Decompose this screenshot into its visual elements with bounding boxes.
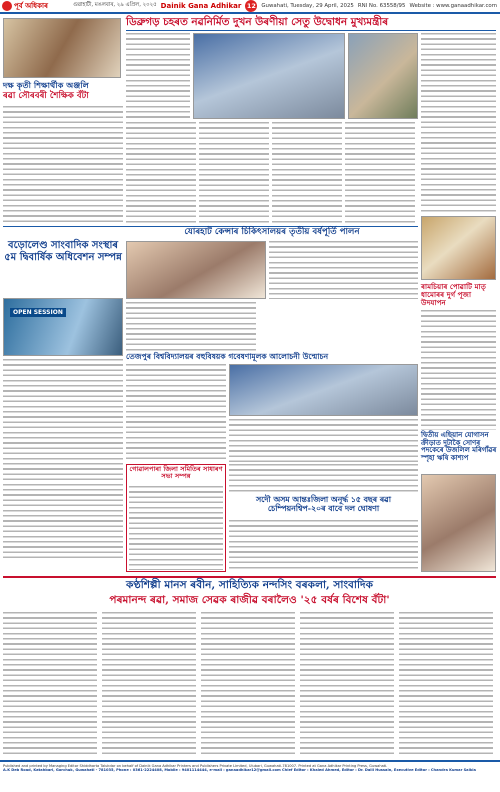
kamakhya-body-text (421, 310, 496, 430)
middle-body-text (229, 464, 418, 494)
award-headline-1: কণ্ঠশিল্পী মানস ৰবীন, সাহিত্যিক নন্দসিং বৰকলা, সাংবাদিক (125, 579, 374, 591)
page-footer (0, 760, 500, 792)
teacher-headline-1: দক্ষ কৃতী শিক্ষার্থীক অঞ্জলি (3, 80, 89, 90)
tezpur-headline: তেজপুৰ বিশ্ববিদ্যালয়ৰ বহুবিষয়ক গবেষণামূলক আলোচনী উন্মোচন (126, 352, 329, 361)
bridge-body-lower (126, 122, 418, 224)
masthead-website[interactable]: Website : www.ganaadhikar.com (409, 3, 497, 9)
puja-photo (421, 216, 496, 280)
yoga-medal-photo (421, 474, 496, 572)
open-session-banner: OPEN SESSION (10, 308, 66, 317)
yoga-headline: দ্বিতীয় এছিয়ান যোগাসন ক্ৰীড়াত দুটাকৈ সোণৰ পদকেৰে উজলিল মৰিগাঁৱৰ স্পৃহা ঋষি কাশ্যপ (421, 431, 497, 463)
masthead-rni: RNI No. 63558/95 (357, 3, 406, 9)
award-headline-2: পৰমানন্দ ৰৱা, সমাজ সেৱক ৰাজীৱ বৰালৈও '২৫ বৰ্ষৰ বিশেষ বঁটা' (109, 594, 390, 606)
gold-body-text (229, 520, 418, 572)
tezpur-body-top (126, 302, 256, 352)
bridge-body-col1 (126, 33, 190, 121)
footer-contact-line: A.K Deb Road, Katahbari, Gorchuk, Guwahati - 781035, Phone : 0361-2224408, Mobile : 9401114444, e-mail : ganaadhikar12@gmail.com Chief Editor : Khaled Ahmed, Editor : Dr. Dalil Hussain, Executive Editor : Chandra Kumar Saikia (3, 768, 476, 773)
cancer-headline: যোৰহাট কেন্সাৰ চিকিৎসালয়ৰ তৃতীয় বৰ্ষপূৰ্তি পালন (184, 227, 360, 237)
logo-circle-icon (2, 1, 12, 11)
goalpara-body-text (129, 486, 223, 570)
cancer-event-photo (126, 241, 266, 299)
teacher-award-photo (3, 18, 121, 78)
teacher-body-text (3, 106, 123, 224)
journalist-session-photo (3, 298, 123, 356)
tezpur-body-text (126, 364, 226, 462)
newspaper-logo (0, 0, 70, 13)
teacher-headline-2: ৰৱা সৌৰবৰী শৈক্ষিক বঁটা (3, 91, 89, 101)
masthead-right-date: Guwahati, Tuesday, 29 April, 2025 (261, 3, 354, 9)
bridge-headline: ডিব্ৰুগড় চহৰত নৱনিৰ্মিত দুখন উৰণীয়া সেতু উদ্বোধন মুখ্যমন্ত্ৰীৰ (126, 16, 389, 28)
logo-text: পূৰ্ব অধিকাৰ (14, 2, 48, 10)
cancer-body-text (269, 241, 418, 299)
bridge-ceremony-photo (348, 33, 418, 119)
gold-headline: সদৌ অসম আন্তঃজিলা অনূৰ্দ্ধ ১৫ বছৰ ৰৱা চেম্পিয়নশ্বিপ-২০ৰ বাবে দল ঘোষণা (256, 495, 391, 513)
masthead-left-date: গুৱাহাটী, মঙলবাৰ, ২৯ এপ্ৰিল, ২০২৫ (73, 2, 157, 8)
tezpur-release-photo (229, 364, 418, 416)
award-top-rule (3, 576, 496, 578)
masthead-brand: Dainik Gana Adhikar (160, 2, 242, 10)
bridge-body-col-right (421, 33, 496, 213)
journalist-headline: বড়োলেণ্ড সাংবাদিক সংস্থাৰ ৫ম দ্বিবাৰ্ষিক অধিবেশন সম্পন্ন (4, 240, 122, 263)
journalist-body-text (3, 359, 123, 559)
bridge-divider (126, 30, 496, 31)
page-number-badge: 12 (246, 2, 256, 10)
award-body-text (3, 612, 496, 757)
tezpur-body-lower (229, 419, 418, 462)
masthead (0, 0, 500, 14)
kamakhya-headline: ৰামচিয়াৰ পোৱাটি মাতৃ ধামোৰৰ দুৰ্গ পূজা উদযাপন (421, 282, 487, 308)
bridge-inauguration-photo (193, 33, 345, 119)
goalpara-headline: গোৱালপাৰা জিলা সমিতিৰ সাধাৰণ সভা সম্পন্ন (129, 465, 223, 481)
footer-publisher-line: Published and printed by Managing Editor Shiddharta Talukdar on behalf of Dainik Gana Adhikar Printers and Publishers Private Limited, Ulubari, Guwahati-781007. Printed at Gana Adhikar Printing Press, Guwahati. (3, 764, 388, 768)
